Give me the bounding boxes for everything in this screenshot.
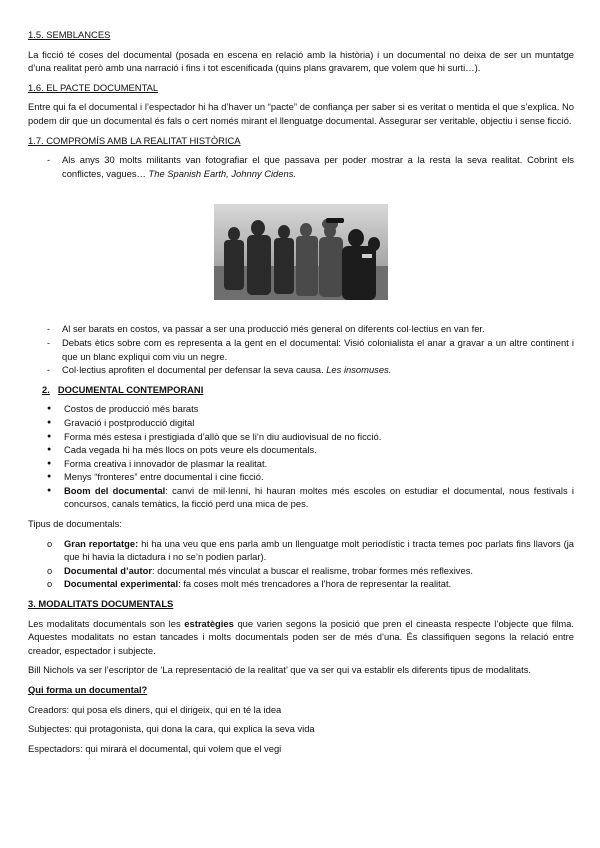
compromis-list-top [28,153,574,180]
item-italic: The Spanish Earth, Johnny Cidens. [148,167,296,179]
type-text: : documental més vinculat a buscar el realisme, trobar formes més reflexives. [152,564,473,576]
heading-compromis-realitat: 1.7. COMPROMÍS AMB LA REALITAT HISTÒRICA [28,134,241,146]
list-item: - Debats ètics sobre com es representa a la gent en el documental: Visió colonialista el anar a gravar a un altre continent i que un blanc expliqui com viu un negre. [28,336,574,363]
list-item: - Al ser barats en costos, va passar a ser una producció més general on diferents col·lectius en van fer. [28,322,574,336]
paragraph-pacte-documental: Entre qui fa el documental i l’espectador hi ha d’haver un “pacte” de confiança per saber si es veritat o mentida el que s’explica. No podem dir que un documental és fals o cert només mirant el llenguatge documental. Assegurar ser veritable, objectiu i sense ficció. [28,101,574,126]
list-item [28,564,574,578]
list-item: ● Costos de producció més barats [28,402,574,416]
type-label: Documental d’autor [64,564,153,576]
list-item [28,153,574,180]
photo-container [28,190,574,314]
heading-qui-forma: Qui forma un documental? [28,684,148,695]
list-item [28,363,574,377]
heading-text: DOCUMENTAL CONTEMPORANI [57,383,204,395]
types-list [28,537,574,591]
list-item: ● Menys “fronteres” entre documental i cine ficció. [28,470,574,484]
text-part: que varien segons la posició que pren el cineasta respecte l’objecte que filma. Aquestes modalitats no estan tancades i molts documentals poden ser de més d’una. És classifiquen segons la relació entre creador, espectador i subjecte. [28,617,575,656]
list-item: ● Gravació i postproducció digital [28,416,574,430]
heading-documental-contemporani [28,383,574,397]
paragraph-modalitats [28,617,574,658]
paragraph-bill-nichols: Bill Nichols va ser l’escriptor de ‘La representació de la realitat’ que va ser qui va establir els diferents tipus de modalitats. [28,664,532,676]
line-espectadors: Espectadors: qui mirarà el documental, qui volem que el vegi [28,742,282,754]
contemporani-list [28,402,574,511]
item-italic: Les insomuses. [326,364,392,376]
text-part: Les modalitats documentals son les [28,617,185,629]
list-item: ● Forma més estesa i prestigiada d’allò que se li’n diu audiovisual de no ficció. [28,430,574,444]
type-label: Gran reportatge: [64,537,139,549]
heading-modalitats-documentals: 3. MODALITATS DOCUMENTALS [28,598,174,610]
list-item [28,484,574,511]
bold-term: estratègies [184,617,234,629]
historical-photo-illustration [214,204,388,300]
list-item: ● Cada vegada hi ha més llocs on pots veure els documentals. [28,443,574,457]
boom-label: Boom del documental [64,484,166,496]
types-intro: Tipus de documentals: [28,518,122,530]
heading-number: 2. [42,383,50,395]
list-item: ● Forma creativa i innovador de plasmar la realitat. [28,457,574,471]
type-label: Documental experimental [64,578,179,590]
line-creadors: Creadors: qui posa els diners, qui el dirigeix, qui en té la idea [28,703,282,715]
item-text: Col·lectius aprofiten el documental per defensar la seva causa. [62,364,327,376]
historical-photo [214,204,388,300]
type-text: : fa coses molt més trencadores a l’hora de representar la realitat. [178,578,452,590]
paragraph-semblances: La ficció té coses del documental (posada en escena en relació amb la història) i un documental no deixa de ser un muntatge d’una realitat però amb una narració i fins i tot escenificada (quins plans gravarem, que volem que hi surti…). [28,48,574,74]
heading-semblances: 1.5. SEMBLANCES [28,29,111,40]
list-item [28,577,574,591]
document-page [28,28,574,755]
compromis-list-bottom [28,322,574,376]
list-item [28,537,574,564]
item-text: Als anys 30 molts militants van fotografiar el que passava per poder mostrar a la resta la seva realitat. Cobrint els conflictes, vagues… [62,154,574,179]
type-text: hi ha una veu que ens parla amb un llenguatge molt periodístic i tracta temes poc parlats fins llavors (ja que hi havia la dictadura i no se’n podien parlar). [64,537,574,563]
heading-pacte-documental: 1.6. EL PACTE DOCUMENTAL [28,81,159,93]
line-subjectes: Subjectes: qui protagonista, qui dona la cara, qui explica la seva vida [28,723,315,735]
boom-text: : canvi de mil·lenni, hi hauran moltes més escoles on estudiar el documental, nous festivals i concursos, canals temàtics, la ficció perd una mica de pes. [64,484,574,510]
